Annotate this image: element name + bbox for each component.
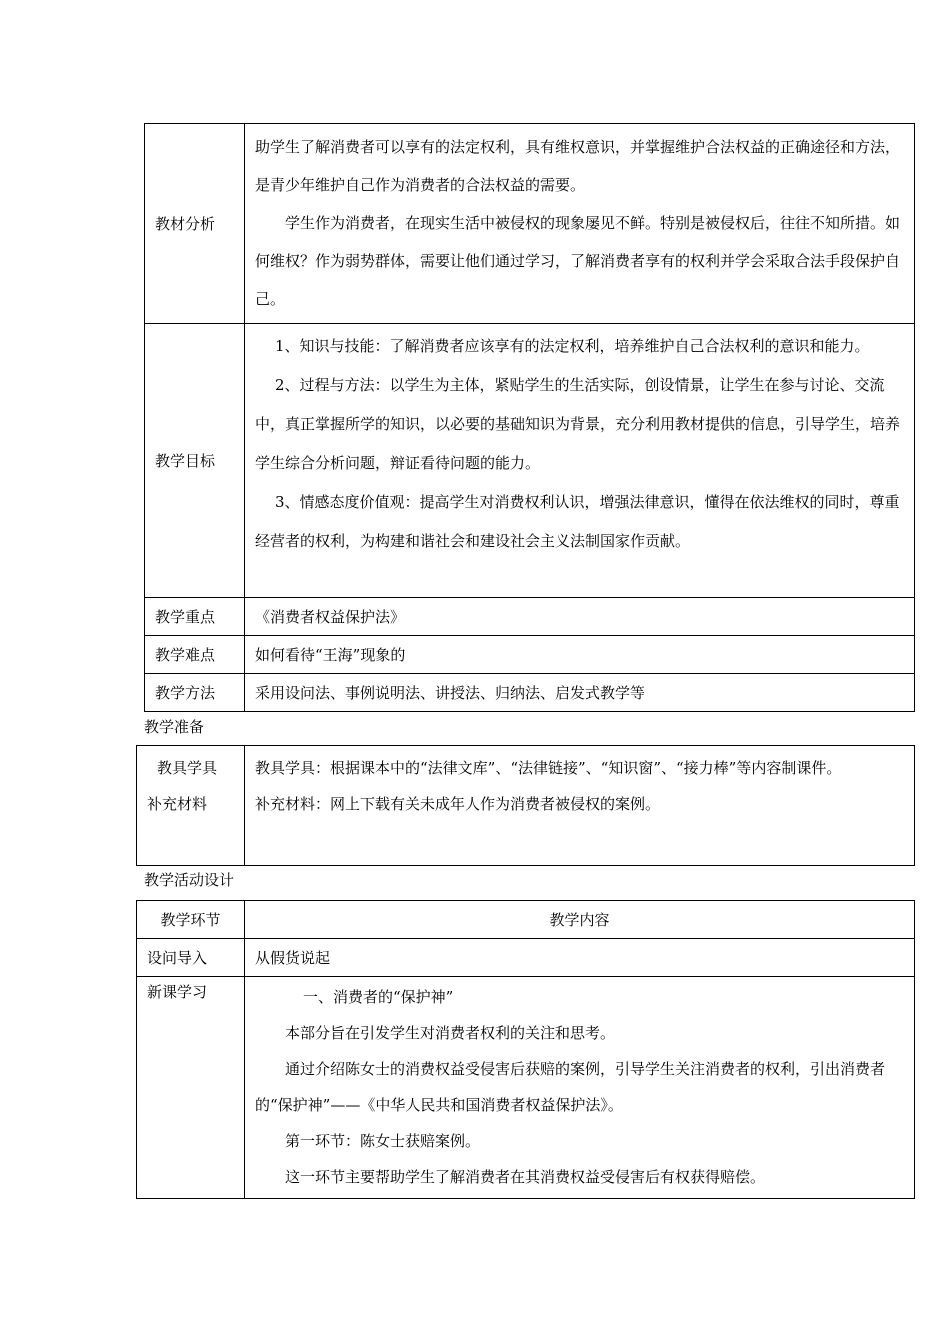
header-stage: 教学环节 xyxy=(137,901,245,939)
paragraph: 3、情感态度价值观：提高学生对消费权利认识，增强法律意识，懂得在依法维权的同时，尊重经营者的权利，为构建和谐社会和建设社会主义法制国家作贡献。 xyxy=(255,493,900,550)
paragraph: 助学生了解消费者可以享有的法定权利，具有维权意识，并掌握维护合法权益的正确途径和方法，是青少年维护自己作为消费者的合法权益的需要。 xyxy=(255,138,901,194)
table-row xyxy=(137,746,915,866)
row-content-methods: 采用设问法、事例说明法、讲授法、归纳法、启发式教学等 xyxy=(245,674,915,712)
table-row xyxy=(145,598,915,636)
row-content-key-points: 《消费者权益保护法》 xyxy=(245,598,915,636)
table-course-analysis xyxy=(144,123,915,712)
row-label-new-lesson: 新课学习 xyxy=(137,977,245,1199)
row-label-difficulties: 教学难点 xyxy=(145,636,245,674)
row-label-objectives: 教学目标 xyxy=(145,324,245,598)
paragraph: 本部分旨在引发学生对消费者权利的关注和思考。 xyxy=(285,1024,616,1042)
row-label-intro: 设问导入 xyxy=(137,939,245,977)
row-content-objectives xyxy=(245,324,915,598)
row-content-difficulties: 如何看待“王海”现象的 xyxy=(245,636,915,674)
paragraph: 学生作为消费者，在现实生活中被侵权的现象屡见不鲜。特别是被侵权后，往往不知所措。如何维权？作为弱势群体，需要让他们通过学习，了解消费者享有的权利并学会采取合法手段保护自己。 xyxy=(255,214,901,308)
section-heading-preparation: 教学准备 xyxy=(144,718,205,736)
row-label-analysis: 教材分析 xyxy=(145,124,245,324)
section-heading-activity: 教学活动设计 xyxy=(144,871,235,889)
row-content-analysis xyxy=(245,124,915,324)
paragraph: 这一环节主要帮助学生了解消费者在其消费权益受侵害后有权获得赔偿。 xyxy=(285,1168,766,1186)
label-line: 教具学具 xyxy=(157,759,218,777)
row-label-key-points: 教学重点 xyxy=(145,598,245,636)
paragraph: 教具学具：根据课本中的“法律文库”、“法律链接”、“知识窗”、“接力棒”等内容制课件。 xyxy=(255,759,842,777)
table-row xyxy=(137,977,915,1199)
row-label-materials xyxy=(137,746,245,866)
row-label-methods: 教学方法 xyxy=(145,674,245,712)
table-activity xyxy=(136,900,915,1199)
table-row xyxy=(145,674,915,712)
paragraph: 通过介绍陈女士的消费权益受侵害后获赔的案例，引导学生关注消费者的权利，引出消费者的“保护神”——《中华人民共和国消费者权益保护法》。 xyxy=(255,1060,886,1114)
table-preparation xyxy=(136,745,915,866)
table-row xyxy=(137,901,915,939)
table-row xyxy=(145,124,915,324)
row-content-new-lesson xyxy=(245,977,915,1199)
paragraph: 1、知识与技能：了解消费者应该享有的法定权利，培养维护自己合法权利的意识和能力。 xyxy=(275,337,870,355)
paragraph: 一、消费者的“保护神” xyxy=(303,988,454,1006)
label-line: 补充材料 xyxy=(147,795,208,813)
paragraph: 补充材料：网上下载有关未成年人作为消费者被侵权的案例。 xyxy=(255,795,661,813)
row-content-materials xyxy=(245,746,915,866)
paragraph: 2、过程与方法：以学生为主体，紧贴学生的生活实际，创设情景，让学生在参与讨论、交流中，真正掌握所学的知识，以必要的基础知识为背景，充分利用教材提供的信息，引导学生，培养学生综合分析问题，辩证看待问题的能力。 xyxy=(255,376,901,472)
row-content-intro: 从假货说起 xyxy=(245,939,915,977)
table-row xyxy=(145,324,915,598)
header-content: 教学内容 xyxy=(245,901,915,939)
table-row xyxy=(145,636,915,674)
paragraph: 第一环节：陈女士获赔案例。 xyxy=(285,1132,481,1150)
table-row xyxy=(137,939,915,977)
